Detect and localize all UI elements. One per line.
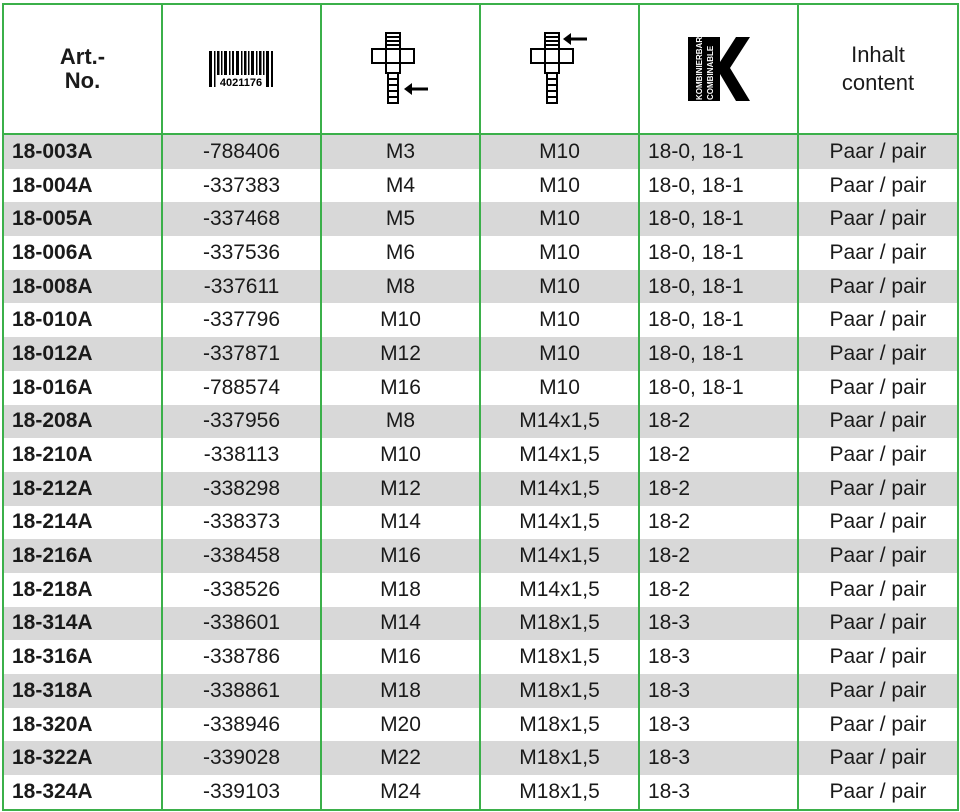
lower-thread-cell: M14 [321,607,480,641]
upper-thread-cell: M10 [480,202,639,236]
combinable-set-cell: 18-2 [639,472,798,506]
stud-lower-thread-icon [366,29,436,109]
upper-thread-cell: M10 [480,134,639,169]
article-number-cell: 18-320A [3,708,162,742]
article-number-cell: 18-210A [3,438,162,472]
article-number-cell: 18-324A [3,775,162,810]
ean-suffix-cell: -339103 [162,775,321,810]
lower-thread-cell: M4 [321,169,480,203]
article-number-cell: 18-003A [3,134,162,169]
upper-thread-cell: M10 [480,337,639,371]
table-row [3,303,958,337]
ean-suffix-cell: -337383 [162,169,321,203]
article-number-cell: 18-016A [3,371,162,405]
table-row [3,607,958,641]
combinable-set-cell: 18-0, 18-1 [639,202,798,236]
ean-suffix-cell: -338526 [162,573,321,607]
combinable-set-cell: 18-3 [639,640,798,674]
lower-thread-cell: M20 [321,708,480,742]
table-row [3,236,958,270]
combinable-set-cell: 18-3 [639,741,798,775]
table-row [3,202,958,236]
ean-suffix-cell: -337871 [162,337,321,371]
content-cell: Paar / pair [798,607,958,641]
article-number-cell: 18-216A [3,539,162,573]
upper-thread-cell: M10 [480,371,639,405]
content-cell: Paar / pair [798,640,958,674]
combinable-k-logo [686,34,752,104]
content-cell: Paar / pair [798,674,958,708]
combinable-set-cell: 18-2 [639,573,798,607]
ean-suffix-cell: -337536 [162,236,321,270]
table-row [3,169,958,203]
upper-thread-cell: M10 [480,303,639,337]
header-ean [162,4,321,134]
article-number-cell: 18-214A [3,506,162,540]
content-cell: Paar / pair [798,169,958,203]
ean-suffix-cell: -337796 [162,303,321,337]
content-cell: Paar / pair [798,775,958,810]
header-article-no-line2: No. [64,68,101,93]
product-table [2,3,959,811]
table-row [3,539,958,573]
content-cell: Paar / pair [798,405,958,439]
table-row [3,134,958,169]
combinable-label-1: KOMBINIERBAR [694,36,704,100]
upper-thread-cell: M14x1,5 [480,539,639,573]
combinable-set-cell: 18-0, 18-1 [639,337,798,371]
upper-thread-cell: M14x1,5 [480,472,639,506]
lower-thread-cell: M5 [321,202,480,236]
table-row [3,472,958,506]
article-number-cell: 18-010A [3,303,162,337]
table-row [3,438,958,472]
ean-suffix-cell: -337956 [162,405,321,439]
lower-thread-cell: M16 [321,371,480,405]
upper-thread-cell: M14x1,5 [480,573,639,607]
article-number-cell: 18-314A [3,607,162,641]
header-content-line1: Inhalt [851,42,905,67]
table-row [3,506,958,540]
combinable-set-cell: 18-2 [639,539,798,573]
barcode-icon [207,49,277,89]
table-header-row [3,4,958,134]
combinable-set-cell: 18-0, 18-1 [639,371,798,405]
article-number-cell: 18-208A [3,405,162,439]
upper-thread-cell: M14x1,5 [480,506,639,540]
article-number-cell: 18-012A [3,337,162,371]
lower-thread-cell: M24 [321,775,480,810]
upper-thread-cell: M10 [480,169,639,203]
article-number-cell: 18-218A [3,573,162,607]
header-content-line2: content [841,70,915,95]
lower-thread-cell: M16 [321,539,480,573]
upper-thread-cell: M14x1,5 [480,405,639,439]
ean-suffix-cell: -338113 [162,438,321,472]
ean-suffix-cell: -788406 [162,134,321,169]
table-row [3,708,958,742]
article-number-cell: 18-005A [3,202,162,236]
combinable-set-cell: 18-3 [639,708,798,742]
content-cell: Paar / pair [798,472,958,506]
lower-thread-cell: M6 [321,236,480,270]
table-row [3,674,958,708]
upper-thread-cell: M14x1,5 [480,438,639,472]
lower-thread-cell: M10 [321,303,480,337]
lower-thread-cell: M8 [321,270,480,304]
table-body [3,134,958,810]
upper-thread-cell: M18x1,5 [480,607,639,641]
header-combinable [639,4,798,134]
table-row [3,371,958,405]
lower-thread-cell: M12 [321,337,480,371]
article-number-cell: 18-316A [3,640,162,674]
article-number-cell: 18-008A [3,270,162,304]
content-cell: Paar / pair [798,202,958,236]
upper-thread-cell: M10 [480,270,639,304]
table-row [3,405,958,439]
article-number-cell: 18-004A [3,169,162,203]
table-row [3,640,958,674]
content-cell: Paar / pair [798,573,958,607]
upper-thread-cell: M18x1,5 [480,674,639,708]
content-cell: Paar / pair [798,270,958,304]
table-row [3,337,958,371]
ean-suffix-cell: -338373 [162,506,321,540]
lower-thread-cell: M16 [321,640,480,674]
content-cell: Paar / pair [798,741,958,775]
combinable-set-cell: 18-3 [639,607,798,641]
lower-thread-cell: M12 [321,472,480,506]
table-row [3,573,958,607]
lower-thread-cell: M22 [321,741,480,775]
ean-suffix-cell: -339028 [162,741,321,775]
ean-suffix-cell: -338298 [162,472,321,506]
content-cell: Paar / pair [798,708,958,742]
ean-suffix-cell: -337468 [162,202,321,236]
content-cell: Paar / pair [798,337,958,371]
lower-thread-cell: M18 [321,573,480,607]
combinable-set-cell: 18-3 [639,674,798,708]
header-thread-lower [321,4,480,134]
content-cell: Paar / pair [798,506,958,540]
content-cell: Paar / pair [798,539,958,573]
lower-thread-cell: M18 [321,674,480,708]
header-thread-upper [480,4,639,134]
upper-thread-cell: M10 [480,236,639,270]
ean-suffix-cell: -338786 [162,640,321,674]
combinable-set-cell: 18-0, 18-1 [639,134,798,169]
lower-thread-cell: M3 [321,134,480,169]
upper-thread-cell: M18x1,5 [480,708,639,742]
combinable-set-cell: 18-2 [639,405,798,439]
article-number-cell: 18-212A [3,472,162,506]
combinable-set-cell: 18-0, 18-1 [639,169,798,203]
content-cell: Paar / pair [798,236,958,270]
combinable-set-cell: 18-0, 18-1 [639,270,798,304]
ean-suffix-cell: -338861 [162,674,321,708]
content-cell: Paar / pair [798,134,958,169]
content-cell: Paar / pair [798,438,958,472]
ean-suffix-cell: -337611 [162,270,321,304]
combinable-set-cell: 18-0, 18-1 [639,303,798,337]
table-row [3,775,958,810]
upper-thread-cell: M18x1,5 [480,775,639,810]
content-cell: Paar / pair [798,371,958,405]
ean-suffix-cell: -788574 [162,371,321,405]
content-cell: Paar / pair [798,303,958,337]
combinable-set-cell: 18-3 [639,775,798,810]
upper-thread-cell: M18x1,5 [480,741,639,775]
article-number-cell: 18-318A [3,674,162,708]
lower-thread-cell: M10 [321,438,480,472]
article-number-cell: 18-322A [3,741,162,775]
lower-thread-cell: M8 [321,405,480,439]
article-number-cell: 18-006A [3,236,162,270]
ean-suffix-cell: -338946 [162,708,321,742]
combinable-set-cell: 18-2 [639,438,798,472]
upper-thread-cell: M18x1,5 [480,640,639,674]
combinable-set-cell: 18-2 [639,506,798,540]
lower-thread-cell: M14 [321,506,480,540]
combinable-set-cell: 18-0, 18-1 [639,236,798,270]
header-content [798,4,958,134]
ean-suffix-cell: -338458 [162,539,321,573]
table-row [3,741,958,775]
header-article-no [3,4,162,134]
stud-upper-thread-icon [525,29,595,109]
barcode-number: 4021176 [219,77,262,89]
ean-suffix-cell: -338601 [162,607,321,641]
header-article-no-line1: Art.- [59,44,106,69]
table-row [3,270,958,304]
combinable-label-2: COMBINABLE [705,45,715,100]
